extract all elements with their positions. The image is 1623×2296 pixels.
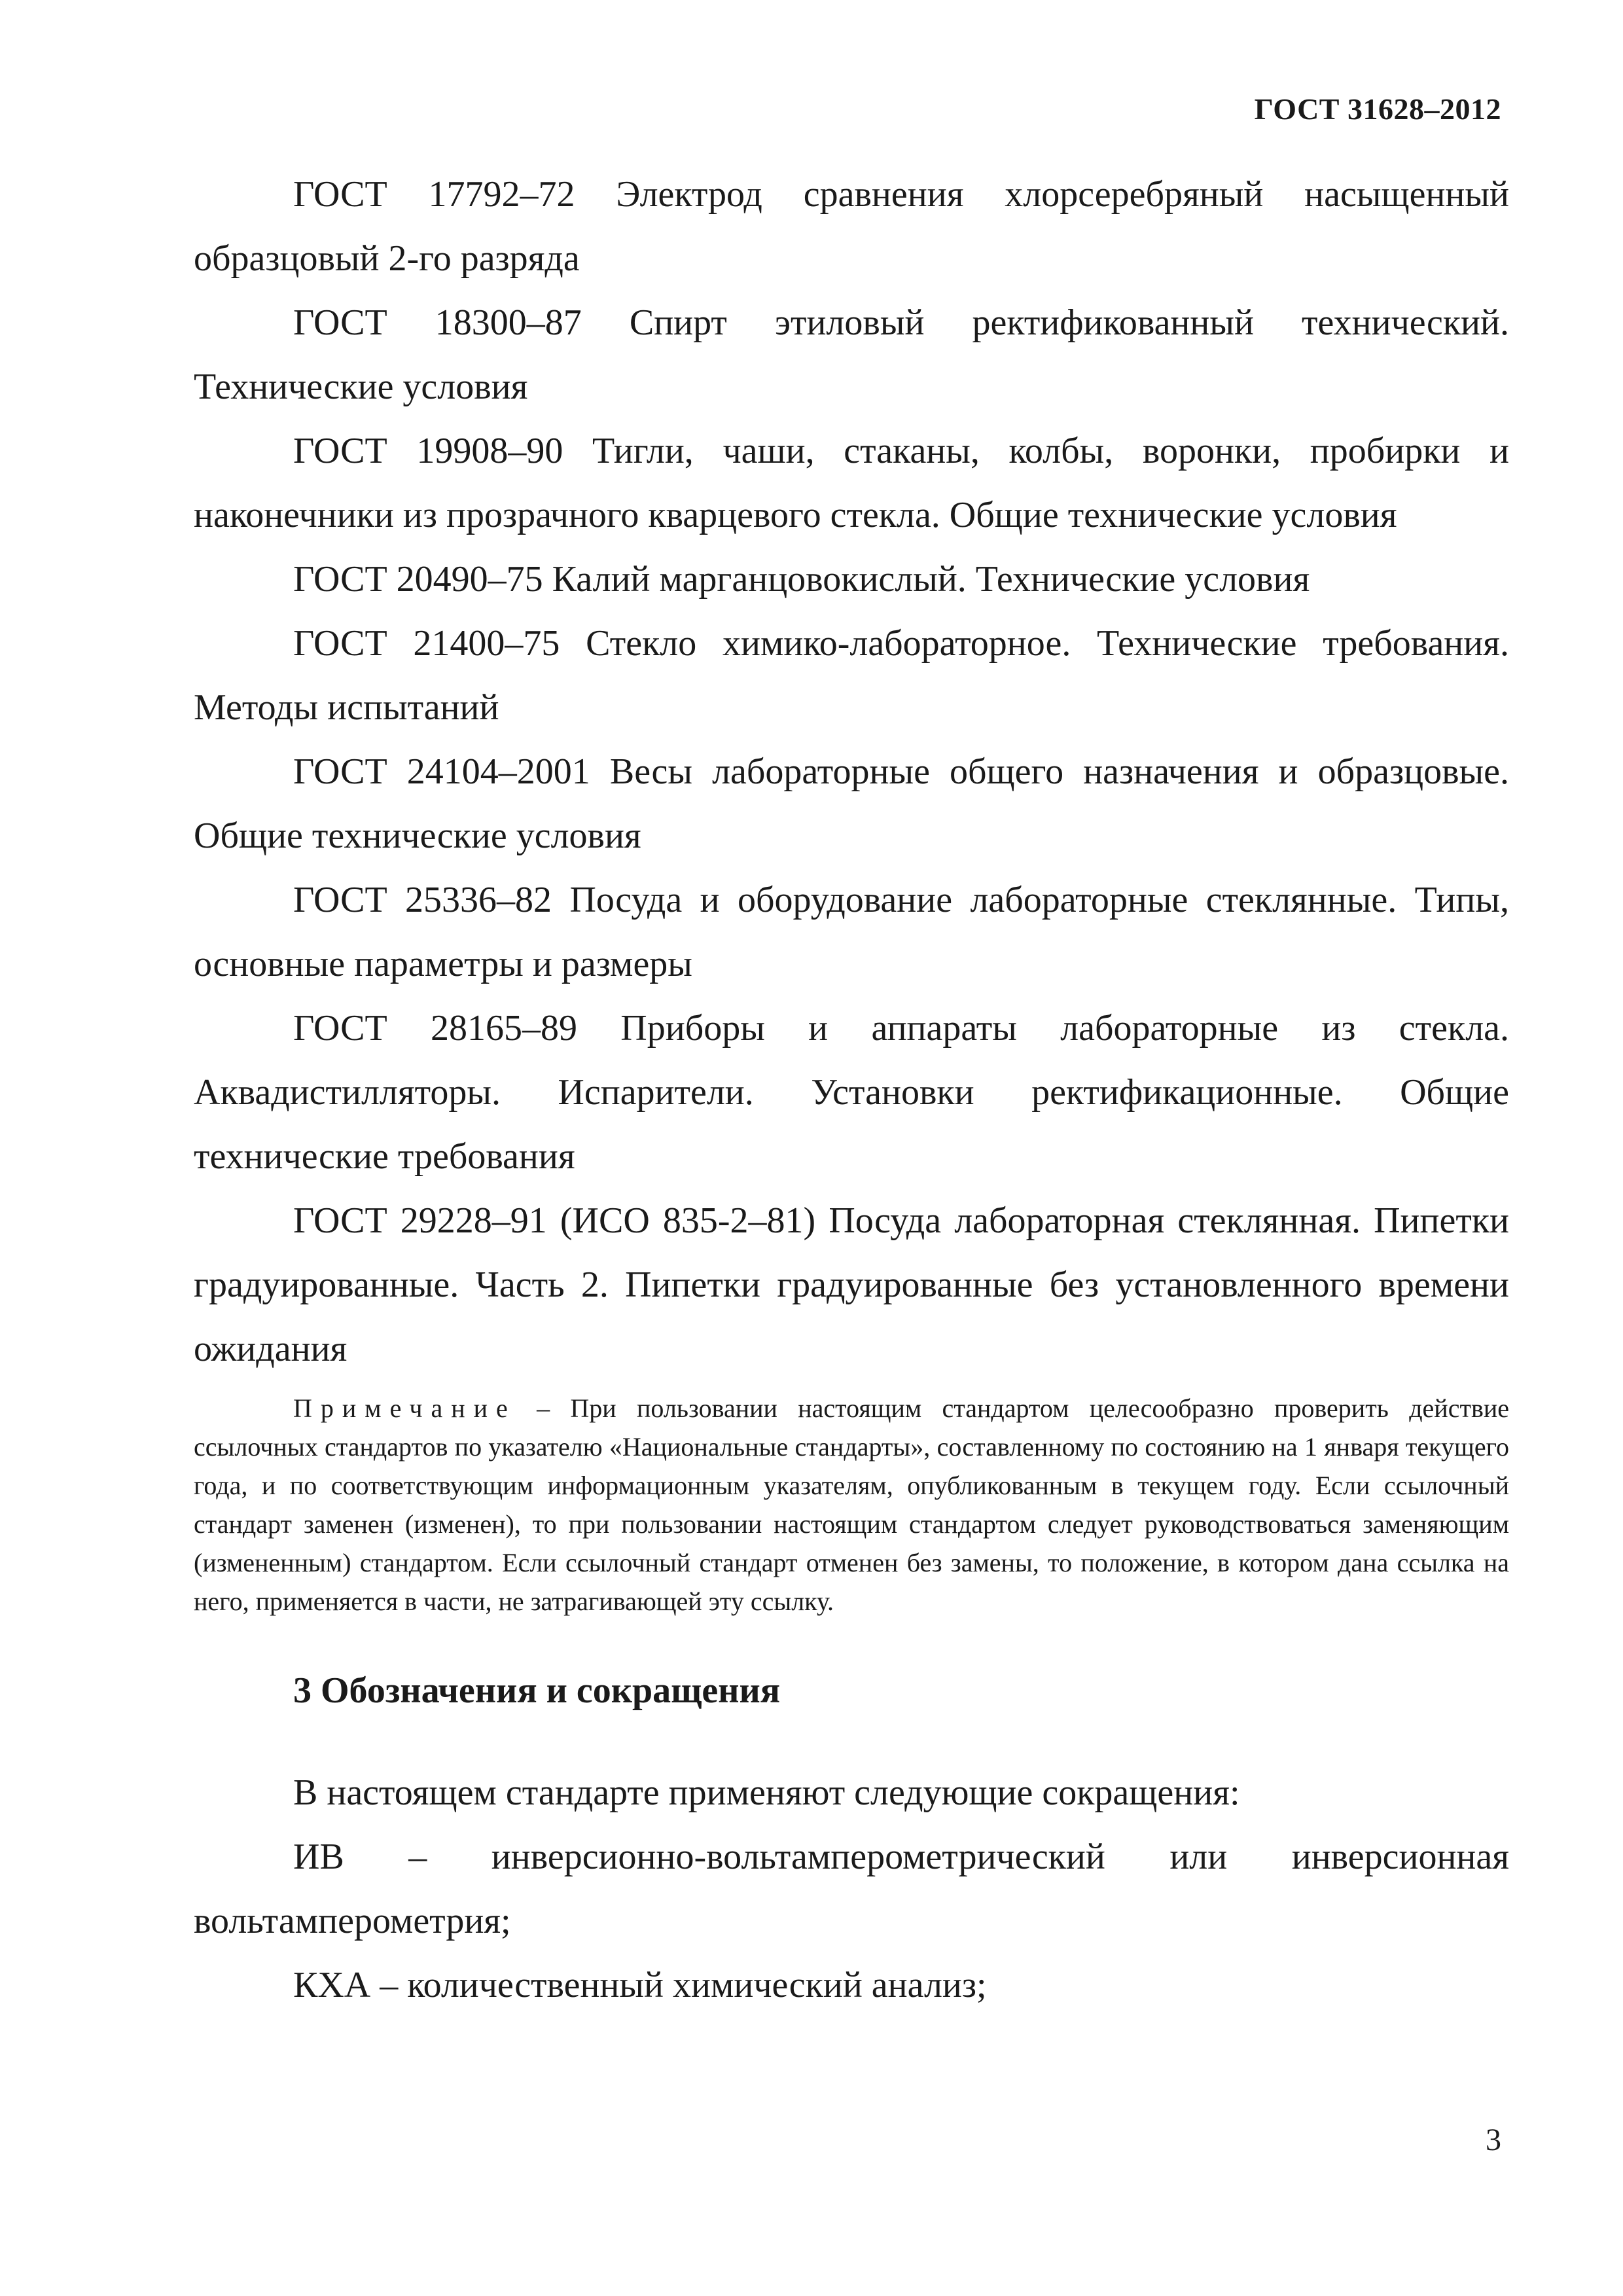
reference-item: ГОСТ 20490–75 Калий марганцовокислый. Технические условия xyxy=(293,559,1310,600)
document-body xyxy=(194,162,1509,2017)
note-paragraph xyxy=(194,1389,1509,1621)
section-intro: В настоящем стандарте применяют следующие сокращения: xyxy=(293,1772,1240,1813)
reference-item: ГОСТ 21400–75 Стекло химико-лабораторное. Технические требования. Методы испытаний xyxy=(194,623,1509,728)
reference-item: ГОСТ 19908–90 Тигли, чаши, стаканы, колбы, воронки, пробирки и наконечники из прозрачного кварцевого стекла. Общие технические условия xyxy=(194,431,1509,535)
reference-item: ГОСТ 18300–87 Спирт этиловый ректификованный технический. Технические условия xyxy=(194,302,1509,407)
reference-item: ГОСТ 25336–82 Посуда и оборудование лабораторные стеклянные. Типы, основные параметры и размеры xyxy=(194,880,1509,984)
document-header-standard-id: ГОСТ 31628–2012 xyxy=(1254,92,1501,126)
reference-item: ГОСТ 28165–89 Приборы и аппараты лабораторные из стекла. Аквадистилляторы. Испарители. Установки ректификационные. Общие технические требования xyxy=(194,1008,1509,1177)
reference-item: ГОСТ 24104–2001 Весы лабораторные общего назначения и образцовые. Общие технические условия xyxy=(194,751,1509,856)
abbreviation-item: КХА – количественный химический анализ; xyxy=(293,1965,987,2005)
abbreviation-item: ИВ – инверсионно-вольтамперометрический или инверсионная вольтамперометрия; xyxy=(194,1837,1509,1941)
page-number: 3 xyxy=(1486,2123,1501,2157)
reference-item: ГОСТ 17792–72 Электрод сравнения хлорсеребряный насыщенный образцовый 2-го разряда xyxy=(194,174,1509,279)
reference-item: ГОСТ 29228–91 (ИСО 835-2–81) Посуда лабораторная стеклянная. Пипетки градуированные. Часть 2. Пипетки градуированные без установленного времени ожидания xyxy=(194,1200,1509,1369)
note-label: Примечание xyxy=(293,1393,516,1423)
section-heading: 3 Обозначения и сокращения xyxy=(293,1670,781,1711)
note-text: – При пользовании настоящим стандартом целесообразно проверить действие ссылочных стандартов по указателю «Национальные стандарты», составленному по состоянию на 1 января текущего года, и по соответствующим информационным указателям, опубликованным в текущем году. Если ссылочный стандарт заменен (изменен), то при пользовании настоящим стандартом следует руководствоваться заменяющим (измененным) стандартом. Если ссылочный стандарт отменен без замены, то положение, в котором дана ссылка на него, применяется в части, не затрагивающей эту ссылку. xyxy=(194,1393,1509,1616)
